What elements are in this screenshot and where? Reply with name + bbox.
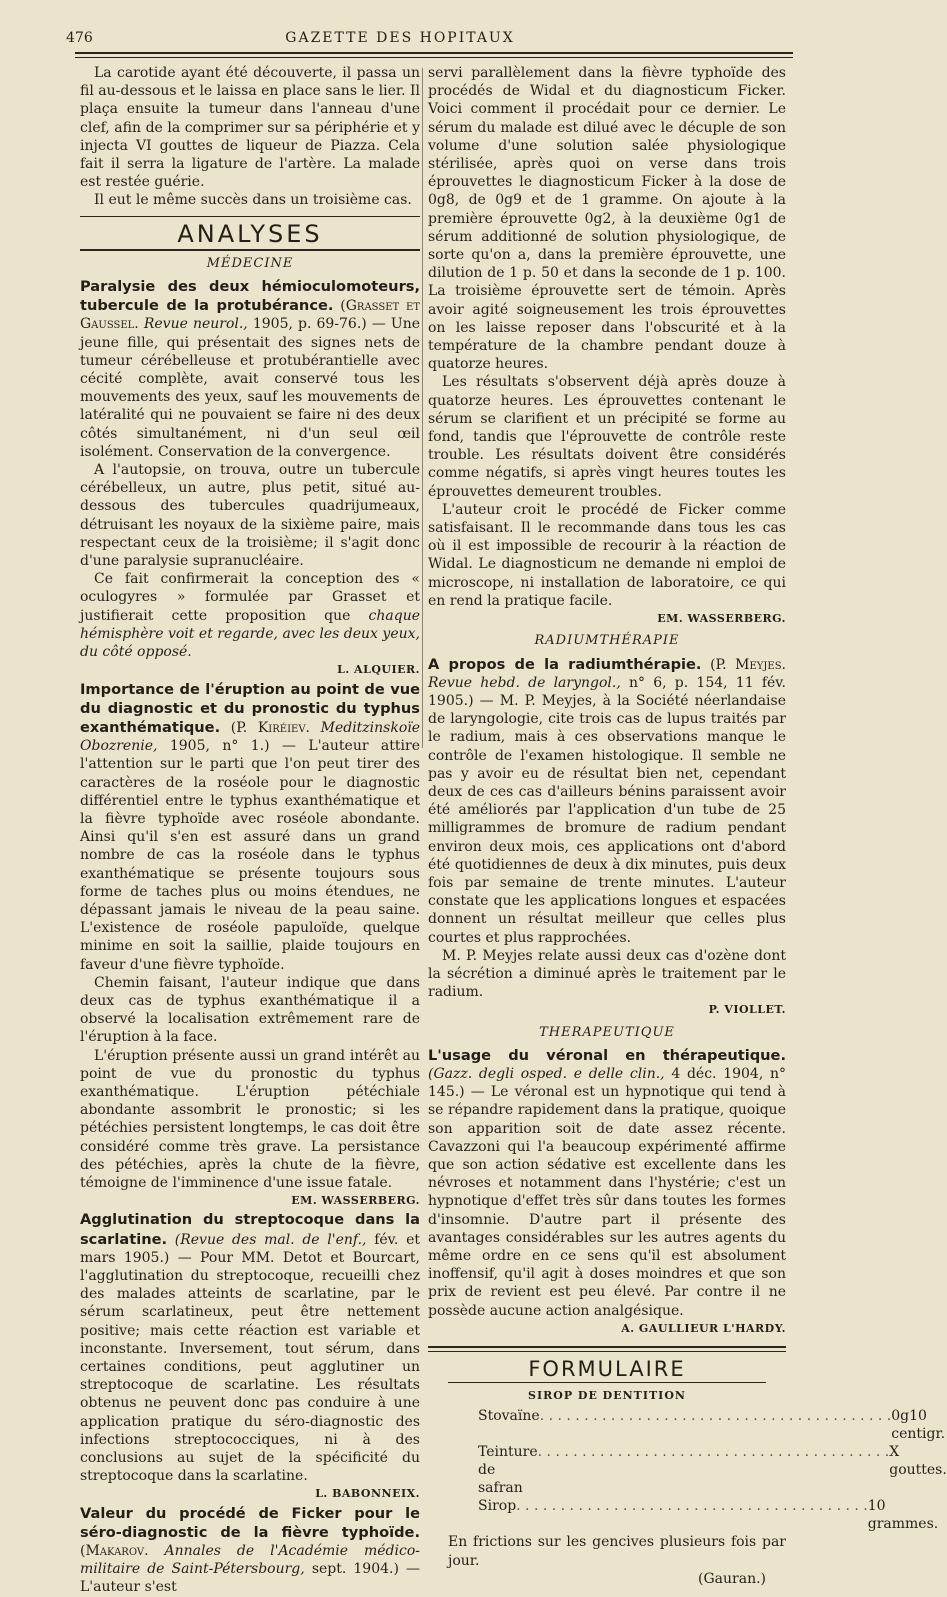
- article-paralysie: [80, 277, 420, 461]
- page-number: 476: [66, 30, 93, 46]
- article-paragraph: M. P. Meyjes relate aussi deux cas d'ozène dont la sécrétion a diminué après le traitement par le radium.: [428, 947, 786, 1001]
- article-body: 1905, p. 69-76.) — Une jeune fille, qui présentait des signes nets de tumeur cérébelleuse et protubérantielle avec cécité complète, avait conservé tous les mouvements des yeux, sauf les mouvements de latéralité qui ne pouvaient se faire ni des deux côtés simultanément, ni d'un seul œil isolément. Conservation de la convergence.: [80, 316, 420, 460]
- article-paragraph: L'auteur croit le procédé de Ficker comme satisfaisant. Il le recommande dans tous les cas où il est impossible de recourir à la réaction de Widal. Le diagnosticum ne demande ni emploi de microscope, ni installation de laboratoire, ce qui en rend la pratique facile.: [428, 501, 786, 609]
- subsection-radiumtherapie: RADIUMTHÉRAPIE: [534, 633, 680, 649]
- section-rule: [80, 249, 420, 251]
- article-authors: (Makarov.: [80, 1543, 149, 1560]
- subsection-medecine: MÉDECINE: [206, 255, 294, 271]
- ingredient-row: [428, 1443, 947, 1497]
- article-body: n° 6, p. 154, 11 fév. 1905.) — M. P. Meyjes, à la Société néerlandaise de laryngologie, cite trois cas de lupus traités par le radium, mais à ces observations manque le contrôle de l'examen histologique. Il semble ne pas y avoir eu de résultat bien net, cependant deux de ces cas d'ailleurs bénins paraissent avoir été améliorés par l'application d'un tube de 25 milligrammes de bromure de radium pendant environ deux mois, ces applications ont d'abord été quotidiennes de deux à dix minutes, puis deux fois par semaine de trente minutes. L'auteur constate que les applications longues et espacées donnent un résultat meilleur que celles plus courtes et plus rapprochées.: [428, 674, 786, 946]
- section-rule: [448, 1382, 766, 1383]
- header-rule: [75, 52, 793, 54]
- article-paragraph: L'éruption présente aussi un grand intérêt au point de vue du pronostic du typhus exanthématique. L'éruption pétéchiale abondante assombrit le pronostic; si les pétéchies persistent longtemps, le cas doit être considéré comme très grave. La persistance des pétéchies, après la chute de la fièvre, témoigne de l'imminence d'une issue fatale.: [80, 1047, 420, 1191]
- article-text: Ce fait confirmerait la conception des « oculogyres » formulée par Grasset et justifierait cette proposition que: [80, 571, 420, 624]
- article-signature: EM. WASSERBERG.: [657, 612, 786, 626]
- article-authors: (P. Kiréiev.: [230, 719, 310, 736]
- ingredient-list: [428, 1407, 947, 1533]
- section-rule: [80, 216, 420, 217]
- article-title: A propos de la radiumthérapie.: [428, 655, 702, 673]
- article-paragraph: Chemin faisant, l'auteur indique que dans deux cas de typhus exanthématique il a observé la localisation extrêmement rare de l'éruption à la face.: [80, 974, 420, 1046]
- article-signature: EM. WASSERBERG.: [291, 1194, 420, 1208]
- recipe-title: SIROP DE DENTITION: [528, 1389, 686, 1403]
- article-title: Paralysie des deux hémioculomoteurs, tubercule de la protubérance.: [80, 278, 420, 315]
- article-signature: L. BABONNEIX.: [315, 1487, 420, 1501]
- article-paragraph: [80, 570, 420, 661]
- recipe-usage: En frictions sur les gencives plusieurs fois par jour.: [448, 1534, 786, 1569]
- article-journal: Annales de l'Académie médico-militaire de Saint-Pétersbourg,: [80, 1543, 420, 1578]
- article-journal: Revue hebd. de laryngol.,: [428, 674, 621, 691]
- article-signature: L. ALQUIER.: [337, 663, 420, 677]
- ingredient-row: [428, 1497, 939, 1533]
- article-radium: [428, 655, 786, 947]
- article-body: sept. 1904.) — L'auteur s'est: [80, 1561, 421, 1596]
- article-journal: Revue neurol.,: [143, 316, 248, 333]
- article-authors: (P. Meyjes.: [710, 656, 787, 673]
- intro-paragraph: La carotide ayant été découverte, il passa un fil au-dessous et le laissa en place sans le lier. Il plaça ensuite la tumeur dans l'anneau d'une clef, afin de la comprimer sur sa périphérie et y injecta VI gouttes de liqueur de Piazza. Cela fait il serra la ligature de l'artère. La malade est restée guérie.: [80, 65, 420, 191]
- article-journal: (Gazz. degli osped. e delle clin.,: [428, 1065, 665, 1082]
- article-veronal: [428, 1046, 786, 1320]
- page-header: [0, 0, 800, 60]
- ingredient-name: Sirop: [478, 1498, 517, 1515]
- ingredient-name: Teinture de safran: [478, 1444, 538, 1497]
- section-rule-thin: [428, 1351, 786, 1352]
- section-title-formulaire: FORMULAIRE: [528, 1357, 686, 1382]
- article-body: 1905, n° 1.) — L'auteur attire l'attention sur le parti que l'on peut tirer des caractères de la roséole pour le diagnostic différentiel entre le typhus exanthématique et la fièvre typhoïde avec roséole abondante. Ainsi qu'il s'en est assuré dans un grand nombre de cas la roséole dans le typhus exanthématique se présente toujours sous forme de taches plus ou moins étendues, ne dépassant jamais le niveau de la peau saine. L'existence de roséole papuloïde, quelque minime en soit la saillie, plaide toujours en faveur d'une fièvre typhoïde.: [80, 738, 420, 973]
- article-signature: P. VIOLLET.: [708, 1003, 786, 1017]
- right-column: [428, 64, 947, 1588]
- article-signature: A. GAULLIEUR L'HARDY.: [621, 1321, 786, 1335]
- ingredient-row: [428, 1407, 946, 1443]
- left-column: [80, 64, 420, 1597]
- article-paragraph: servi parallèlement dans la fièvre typhoïde des procédés de Widal et du diagnosticum Ficker. Voici comment il procédait pour ce dernier. Le sérum du malade est dilué avec le décuple de son volume d'une solution salée physiologique stérilisée, après quoi on verse dans trois éprouvettes le diagnosticum Ficker à la dose de 0g8, de 0g9 et de 1 gramme. On ajoute à la première éprouvette 0g2, à la deuxième 0g1 de sérum additionné de solution physiologique, de sorte qu'on a, dans la première éprouvette, une dilution de 1 p. 50 et dans la seconde de 1 p. 100. La troisième éprouvette sert de témoin. Après avoir agité soigneusement les trois éprouvettes on les laisse reposer dans l'obscurité et à la température de la chambre pendant douze à quatorze heures.: [428, 65, 786, 373]
- header-rule-thin: [75, 57, 793, 58]
- column-divider: [422, 68, 423, 748]
- article-body: 4 déc. 1904, n° 145.) — Le véronal est un hypnotique qui tend à se répandre rapidement dans la pratique, quoique son apparition soit de date assez récente. Cavazzoni qui l'a beaucoup expérimenté affirme que son action sédative est excellente dans les névroses et notamment dans l'hystérie; c'est un hypnotique d'effet très sûr dans toutes les formes d'insomnie. D'autre part il présente des avantages considérables sur les autres agents du même ordre en ce sens qu'il est absolument inoffensif, qu'il agit à doses moindres et que son prix de revient est peu élevé. Par contre il ne possède aucune action analgésique.: [428, 1065, 786, 1319]
- leader-dots: . . . . . . . . . . . . . . . . . . . . . . . . . . . . . . . . . . . . . . . .: [516, 1498, 868, 1515]
- article-paragraph: A l'autopsie, on trouva, outre un tubercule cérébelleux, un autre, plus petit, situé au-dessous des tubercules quadrijumeaux, détruisant les noyaux de la sixième paire, mais respectant ceux de la troisième; il s'agit donc d'une paralysie supranucléaire.: [80, 462, 420, 570]
- article-scarlatine: [80, 1210, 420, 1485]
- leader-dots: . . . . . . . . . . . . . . . . . . . . . . . . . . . . . . . . . . . . . . . .: [539, 1408, 892, 1425]
- article-text-italic: chaque hémisphère voit et regarde, avec les deux yeux, du côté opposé.: [80, 607, 421, 661]
- subsection-therapeutique: THERAPEUTIQUE: [539, 1024, 675, 1040]
- article-journal: (Revue des mal. de l'enf.,: [174, 1231, 367, 1248]
- section-title-analyses: ANALYSES: [177, 219, 323, 248]
- article-title: Valeur du procédé de Ficker pour le séro-diagnostic de la fièvre typhoïde.: [80, 1504, 420, 1541]
- ingredient-dose: 10 grammes.: [867, 1498, 939, 1533]
- article-ficker: [80, 1504, 420, 1597]
- section-rule: [428, 1346, 786, 1348]
- article-title: Importance de l'éruption au point de vue du diagnostic et du pronostic du typhus exanthématique.: [80, 680, 420, 736]
- article-title: L'usage du véronal en thérapeutique.: [428, 1046, 786, 1064]
- article-paragraph: Les résultats s'observent déjà après douze à quatorze heures. Les éprouvettes contenant le sérum se clarifient et un précipité se forme au fond, tandis que l'éprouvette de contrôle reste trouble. Les résultats doivent être considérés comme négatifs, si après vingt heures toutes les éprouvettes demeurent troubles.: [428, 374, 786, 500]
- article-body: fév. et mars 1905.) — Pour MM. Detot et Bourcart, l'agglutination du streptocoque, recueilli chez des malades atteints de scarlatine, par le sérum scarlatineux, peut être nettement positive; mais cette réaction est variable et inconstante. Inversement, tout sérum, dans certaines conditions, peut agglutiner un streptocoque de scarlatine. Les résultats obtenus ne peuvent donc pas conduire à une application pratique du séro-diagnostic des infections streptococciques, ni à des conclusions au sujet de la spécificité du streptocoque dans la scarlatine.: [80, 1231, 420, 1485]
- intro-paragraph-2: Il eut le même succès dans un troisième cas.: [94, 192, 412, 209]
- ingredient-name: Stovaïne: [478, 1408, 540, 1425]
- journal-title: GAZETTE DES HOPITAUX: [285, 30, 515, 46]
- article-authors: (Grasset et Gaussel.: [80, 298, 420, 333]
- recipe-source: (Gauran.): [698, 1570, 766, 1587]
- leader-dots: . . . . . . . . . . . . . . . . . . . . . . . . . . . . . . . . . . . . . . . .: [537, 1444, 890, 1461]
- article-title: Agglutination du streptocoque dans la scarlatine.: [80, 1211, 420, 1248]
- ingredient-dose: X gouttes.: [889, 1444, 947, 1479]
- article-typhus: [80, 680, 420, 974]
- article-journal: Meditzinskoïe Obozrenie,: [80, 719, 421, 755]
- ingredient-dose: 0g10 centigr.: [891, 1408, 946, 1443]
